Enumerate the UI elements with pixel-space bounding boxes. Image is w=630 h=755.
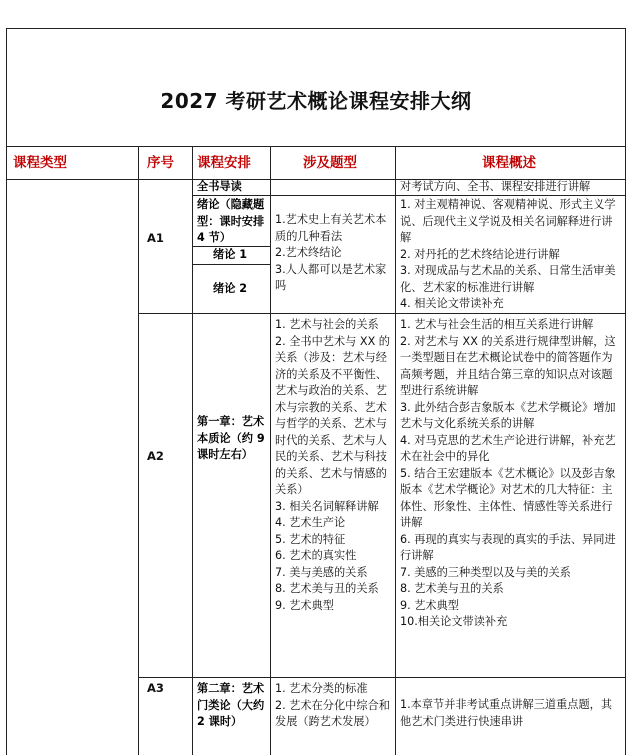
list-item: 5. 艺术的特征 — [275, 532, 346, 546]
overview-a3 — [400, 697, 622, 730]
list-item: 2. 对艺术与 XX 的关系进行规律型讲解，这一类型题目在艺术概论试卷中的简答题作为高频考题，并且结合第三章的知识点对该题型进行系统讲解 — [400, 334, 616, 397]
topics-a2 — [275, 317, 392, 614]
list-item: 7. 美感的三种类型以及与美的关系 — [400, 565, 571, 579]
arrangement-a1-1: 绪论 1 — [213, 248, 248, 261]
list-item: 1.本章节并非考试重点讲解三道重点题，其他艺术门类进行快速串讲 — [400, 698, 613, 728]
list-item: 2. 艺术在分化中综合和发展（跨艺术发展） — [275, 698, 390, 728]
list-item: 9. 艺术典型 — [275, 598, 334, 612]
grid-line — [192, 264, 270, 265]
header-course-type: 课程类型 — [13, 155, 67, 171]
list-item: 3. 相关名词解释讲解 — [275, 499, 379, 513]
header-topics: 涉及题型 — [303, 155, 357, 171]
arrangement-a1-main: 绪论（隐藏题型：课时安排 4 节） — [197, 198, 265, 244]
topics-a1 — [275, 212, 392, 295]
list-item: 4. 艺术生产论 — [275, 516, 346, 529]
grid-line — [138, 313, 625, 314]
table-header-row — [7, 147, 625, 180]
grid-line — [270, 147, 271, 755]
arrangement-a3: 第二章：艺术门类论（大约 2 课时） — [197, 682, 265, 728]
grid-line — [138, 677, 625, 678]
syllabus-document — [6, 28, 626, 755]
page-title: 2027 考研艺术概论课程安排大纲 — [160, 89, 472, 113]
grid-line — [395, 147, 396, 755]
list-item: 3.人人都可以是艺术家吗 — [275, 262, 387, 292]
arrangement-a1-2: 绪论 2 — [213, 282, 248, 295]
list-item: 1. 对主观精神说、客观精神说、形式主义学说、后现代主义学说及相关名词解释进行讲解 — [400, 198, 616, 244]
arrangement-intro: 全书导读 — [197, 180, 242, 193]
list-item: 7. 美与美感的关系 — [275, 565, 368, 579]
header-overview: 课程概述 — [482, 155, 536, 171]
list-item: 6. 艺术的真实性 — [275, 549, 357, 562]
list-item: 8. 艺术美与丑的关系 — [400, 582, 504, 595]
list-item: 2. 全书中艺术与 XX 的关系（涉及：艺术与经济的关系及不平衡性、艺术与政治的关系、艺术与宗教的关系、艺术与哲学的关系、艺术与时代的关系、艺术与人民的关系、艺术与科技的关系、艺术与情感的关系） — [275, 334, 390, 496]
seq-a3: A3 — [147, 681, 164, 695]
list-item: 8. 艺术美与丑的关系 — [275, 582, 379, 595]
list-item: 10.相关论文带读补充 — [400, 615, 508, 628]
grid-line — [138, 147, 139, 755]
seq-a2: A2 — [147, 449, 164, 463]
list-item: 1. 艺术与社会的关系 — [275, 318, 379, 331]
overview-intro: 对考试方向、全书、课程安排进行讲解 — [400, 180, 591, 193]
overview-a2 — [400, 317, 622, 631]
list-item: 2. 对丹托的艺术终结论进行讲解 — [400, 247, 560, 261]
topics-a3 — [275, 681, 392, 731]
arrangement-a2: 第一章：艺术本质论（约 9 课时左右） — [197, 415, 265, 461]
list-item: 6. 再现的真实与表现的真实的手法、异同进行讲解 — [400, 532, 616, 562]
list-item: 1. 艺术与社会生活的相互关系进行讲解 — [400, 318, 594, 331]
list-item: 1. 艺术分类的标准 — [275, 682, 368, 695]
overview-a1 — [400, 197, 622, 313]
list-item: 5. 结合王宏建版本《艺术概论》以及彭吉象版本《艺术学概论》对艺术的几大特征：主体性、形象性、主体性、情感性等关系进行讲解 — [400, 466, 616, 529]
header-seq: 序号 — [147, 155, 174, 171]
list-item: 9. 艺术典型 — [400, 598, 459, 612]
list-item: 4. 对马克思的艺术生产论进行讲解，补充艺术在社会中的异化 — [400, 433, 616, 463]
list-item: 4. 相关论文带读补充 — [400, 297, 504, 310]
header-arrangement: 课程安排 — [197, 155, 251, 171]
list-item: 1.艺术史上有关艺术本质的几种看法 — [275, 213, 387, 243]
list-item: 3. 对现成品与艺术品的关系、日常生活审美化、艺术家的标准进行讲解 — [400, 264, 616, 294]
seq-a1: A1 — [147, 231, 164, 245]
grid-line — [192, 147, 193, 755]
list-item: 2.艺术终结论 — [275, 246, 342, 259]
list-item: 3. 此外结合彭吉象版本《艺术学概论》增加艺术与文化系统关系的讲解 — [400, 400, 616, 430]
title-row — [7, 29, 625, 147]
